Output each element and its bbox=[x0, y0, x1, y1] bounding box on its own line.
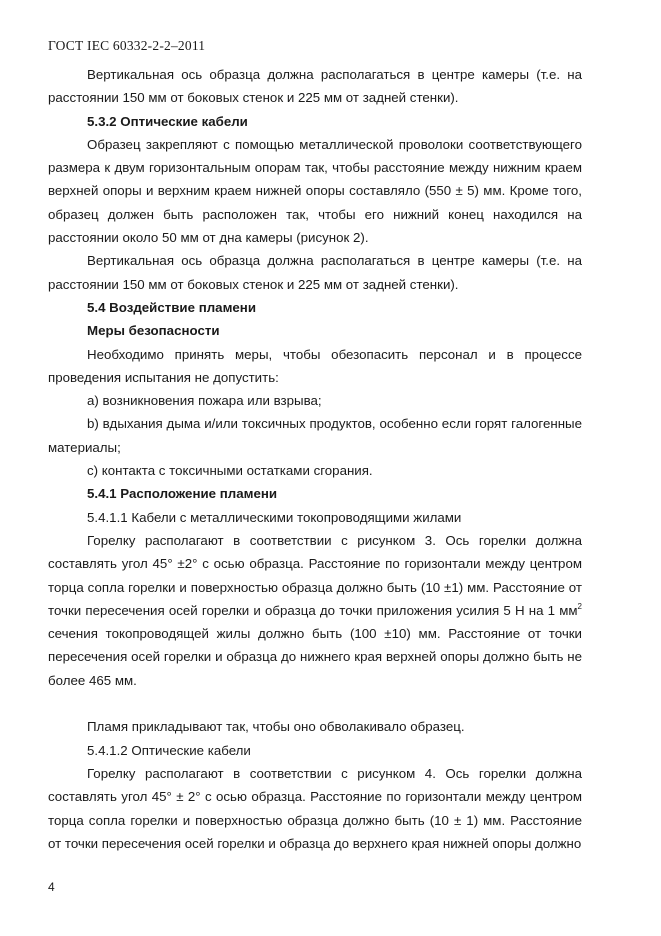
paragraph-safety: Необходимо принять меры, чтобы обезопасить персонал и в процессе проведения испытания не допустить: bbox=[48, 346, 582, 385]
heading-5-4-1-1: 5.4.1.1 Кабели с металлическими токопроводящими жилами bbox=[87, 509, 462, 525]
heading-5-3-2: 5.3.2 Оптические кабели bbox=[87, 113, 248, 129]
paragraph-axis-position: Вертикальная ось образца должна располагаться в центре камеры (т.е. на расстоянии 150 мм от боковых стенок и 225 мм от задней стенки). bbox=[48, 67, 582, 106]
superscript-2: 2 bbox=[577, 601, 582, 611]
heading-safety: Меры безопасности bbox=[87, 323, 220, 339]
list-item-c: c) контакта с токсичными остатками сгорания. bbox=[87, 463, 373, 479]
heading-5-4-1-2: 5.4.1.2 Оптические кабели bbox=[87, 742, 251, 758]
paragraph-flame: Пламя прикладывают так, чтобы оно обволакивало образец. bbox=[87, 719, 465, 735]
list-item-a: а) возникновения пожара или взрыва; bbox=[87, 393, 322, 409]
paragraph-axis-position-2: Вертикальная ось образца должна располагаться в центре камеры (т.е. на расстоянии 150 мм от боковых стенок и 225 мм от задней стенки). bbox=[48, 253, 582, 292]
list-item-b: b) вдыхания дыма и/или токсичных продуктов, особенно если горят галогенные материалы; bbox=[48, 416, 582, 455]
burner-text-part2: сечения токопроводящей жилы должно быть (100 ±10) мм. Расстояние от точки пересечения осей горелки и образца до нижнего края верхней опоры должно быть не более 465 мм. bbox=[48, 626, 582, 688]
page-number: 4 bbox=[48, 880, 55, 894]
running-header: ГОСТ IEC 60332-2-2–2011 bbox=[48, 38, 206, 53]
paragraph-burner-optical: Горелку располагают в соответствии с рисунком 4. Ось горелки должна составлять угол 45° ± 2° с осью образца. Расстояние по горизонтали между центром торца сопла горелки и поверхностью образца должно быть (10 ± 1) мм. Расстояние от точки пересечения осей горелки и образца до верхнего края нижней опоры должно bbox=[48, 765, 582, 851]
heading-5-4-1: 5.4.1 Расположение пламени bbox=[87, 486, 278, 502]
heading-5-4: 5.4 Воздействие пламени bbox=[87, 299, 257, 315]
burner-text-part1: Горелку располагают в соответствии с рисунком 3. Ось горелки должна составлять угол 45° ±2° с осью образца. Расстояние по горизонтали между центром торца сопла горелки и поверхностью образца должно быть (10 ±1) мм. Расстояние от точки пересечения осей горелки и образца до точки приложения усилия 5 Н на 1 мм bbox=[48, 532, 582, 618]
paragraph-mounting: Образец закрепляют с помощью металлической проволоки соответствующего размера к двум горизонтальным опорам так, чтобы расстояние между нижним краем верхней опоры и верхним краем нижней опоры составляло (550 ± 5) мм. Кроме того, образец должен быть расположен так, чтобы его нижний конец находился на расстоянии около 50 мм от дна камеры (рисунок 2). bbox=[48, 136, 582, 246]
page-body bbox=[48, 63, 582, 855]
blank-line bbox=[48, 692, 582, 715]
paragraph-burner-metal bbox=[48, 529, 582, 692]
